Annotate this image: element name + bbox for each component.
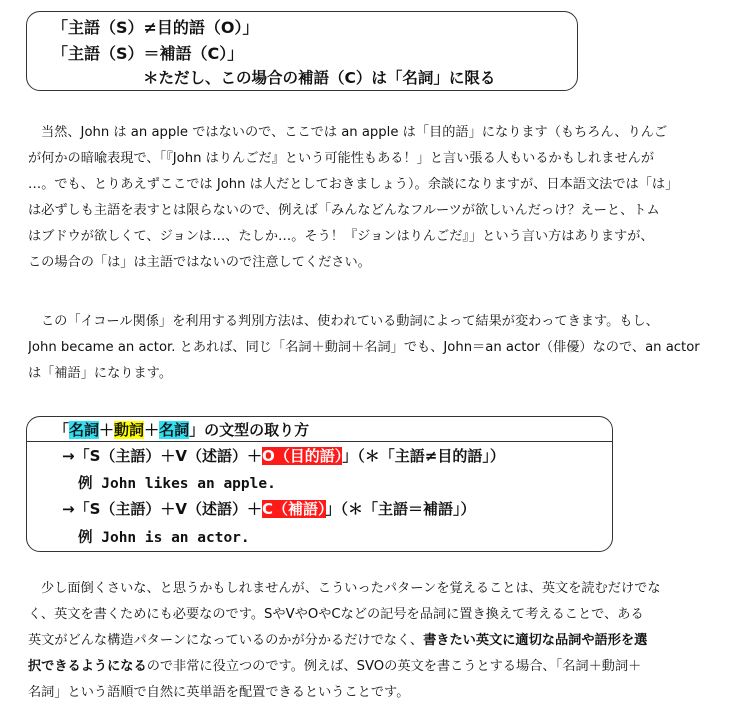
rule-subject-not-object: 「主語（S）≠目的語（O）」 (52, 18, 259, 37)
pattern-svc (62, 498, 476, 519)
pattern-box-divider (26, 441, 613, 442)
rule-subject-equals-complement: 「主語（S）＝補語（C）」 (52, 44, 244, 63)
example-svc: 例 John is an actor. (78, 530, 250, 546)
paragraph-2 (28, 309, 712, 387)
pattern-svo-prefix: →「S（主語）＋V（述語）＋ (62, 447, 262, 465)
paragraph-3-line: 名詞」という語順で自然に英単語を配置できるということです。 (28, 685, 410, 700)
example-svo: 例 John likes an apple. (78, 476, 276, 492)
pattern-svc-prefix: →「S（主語）＋V（述語）＋ (62, 500, 262, 518)
paragraph-3-plain: 英文がどんな構造パターンになっているのかが分かるだけでなく、 (28, 633, 424, 648)
title-bracket: 「 (54, 421, 70, 439)
title-verb: 動詞 (114, 421, 145, 439)
pattern-svo-suffix: 」（＊「主語≠目的語」） (342, 447, 505, 465)
rule-note: ＊ただし、この場合の補語（C）は「名詞」に限る (143, 69, 496, 87)
title-plus-2: ＋ (144, 421, 160, 439)
paragraph-2-line: は「補語」になります。 (28, 366, 173, 381)
pattern-svo (62, 445, 505, 466)
object-highlight: O（目的語） (261, 447, 343, 465)
paragraph-1-line: この場合の「は」は主語ではないので注意してください。 (28, 255, 371, 270)
paragraph-3-plain: ので非常に役立つのです。例えば、SVOの英文を書こうとする場合、「名詞＋動詞＋ (146, 659, 642, 674)
title-noun-2: 名詞 (159, 421, 190, 439)
pattern-box-title (54, 419, 309, 440)
paragraph-2-line: この「イコール関係」を利用する判別方法は、使われている動詞によって結果が変わってきます。もし、 (41, 314, 659, 329)
title-plus-1: ＋ (99, 421, 115, 439)
title-rest: 」の文型の取り方 (189, 421, 310, 439)
paragraph-1-line: はブドウが欲しくて、ジョンは…、たしか…。そう！『ジョンはりんごだ』」という言い方はありますが、 (28, 229, 654, 244)
pattern-svc-suffix: 」（＊「主語＝補語」） (325, 500, 476, 518)
paragraph-1-line: …。でも、とりあえずここでは John は人だとしておきましょう）。余談になりますが、日本語文法では「は」 (28, 177, 679, 192)
paragraph-3-line (28, 654, 712, 680)
paragraph-3-line (28, 628, 712, 654)
paragraph-2-line: John became an actor. とあれば、同じ「名詞＋動詞＋名詞」でも、John＝an actor（俳優）なので、an actor (28, 340, 700, 355)
paragraph-1-line: 当然、John は an apple ではないので、ここでは an apple は「目的語」になります（もちろん、りんご (41, 125, 668, 140)
paragraph-3 (28, 576, 712, 706)
complement-highlight: C（補語） (261, 500, 326, 518)
paragraph-3-emphasis: 択できるようになる (28, 659, 147, 674)
paragraph-3-line: く、英文を書くためにも必要なのです。SやVやOやCなどの記号を品詞に置き換えて考えることで、ある (28, 607, 644, 622)
paragraph-1-line: は必ずしも主語を表すとは限らないので、例えば「みんなどんなフルーツが欲しいんだっけ？えーと、トム (28, 203, 660, 218)
paragraph-1-line: が何かの暗喩表現で、「『John はりんごだ』という可能性もある！」と言い張る人もいるかもしれませんが (28, 151, 655, 166)
paragraph-3-line: 少し面倒くさいな、と思うかもしれませんが、こういったパターンを覚えることは、英文を読むだけでな (41, 581, 661, 596)
paragraph-3-emphasis: 書きたい英文に適切な品詞や語形を選 (423, 633, 648, 648)
title-noun-1: 名詞 (69, 421, 100, 439)
paragraph-1 (28, 120, 712, 276)
